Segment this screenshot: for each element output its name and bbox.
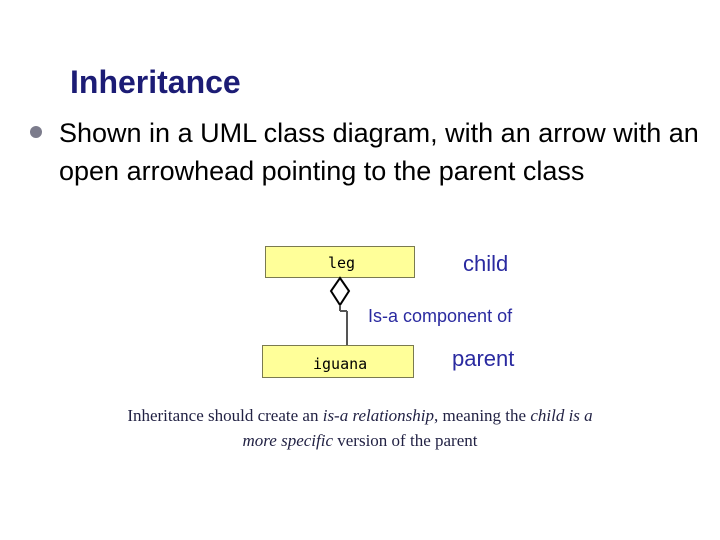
caption-emphasis-child: child — [530, 406, 565, 425]
caption-emphasis-more-specific: more specific — [242, 431, 334, 450]
class-box-iguana-label: iguana — [313, 355, 368, 373]
slide-title: Inheritance — [70, 64, 241, 100]
bullet-text: Shown in a UML class diagram, with an arrow with an open arrowhead pointing to the parent class — [59, 118, 699, 186]
caption — [20, 403, 700, 453]
role-label-child: child — [463, 251, 509, 276]
aggregation-diamond — [331, 278, 349, 305]
caption-emphasis-is-a: is-a relationship — [322, 406, 435, 425]
role-label-parent: parent — [452, 346, 515, 371]
caption-part-1: Inheritance should create an — [127, 406, 323, 425]
caption-part-3: , meaning the — [434, 406, 531, 425]
caption-part-5: is a — [564, 406, 593, 425]
relationship-label: Is-a component of — [368, 306, 513, 326]
caption-part-7: version of the parent — [333, 431, 478, 450]
class-box-leg-label: leg — [328, 254, 356, 272]
